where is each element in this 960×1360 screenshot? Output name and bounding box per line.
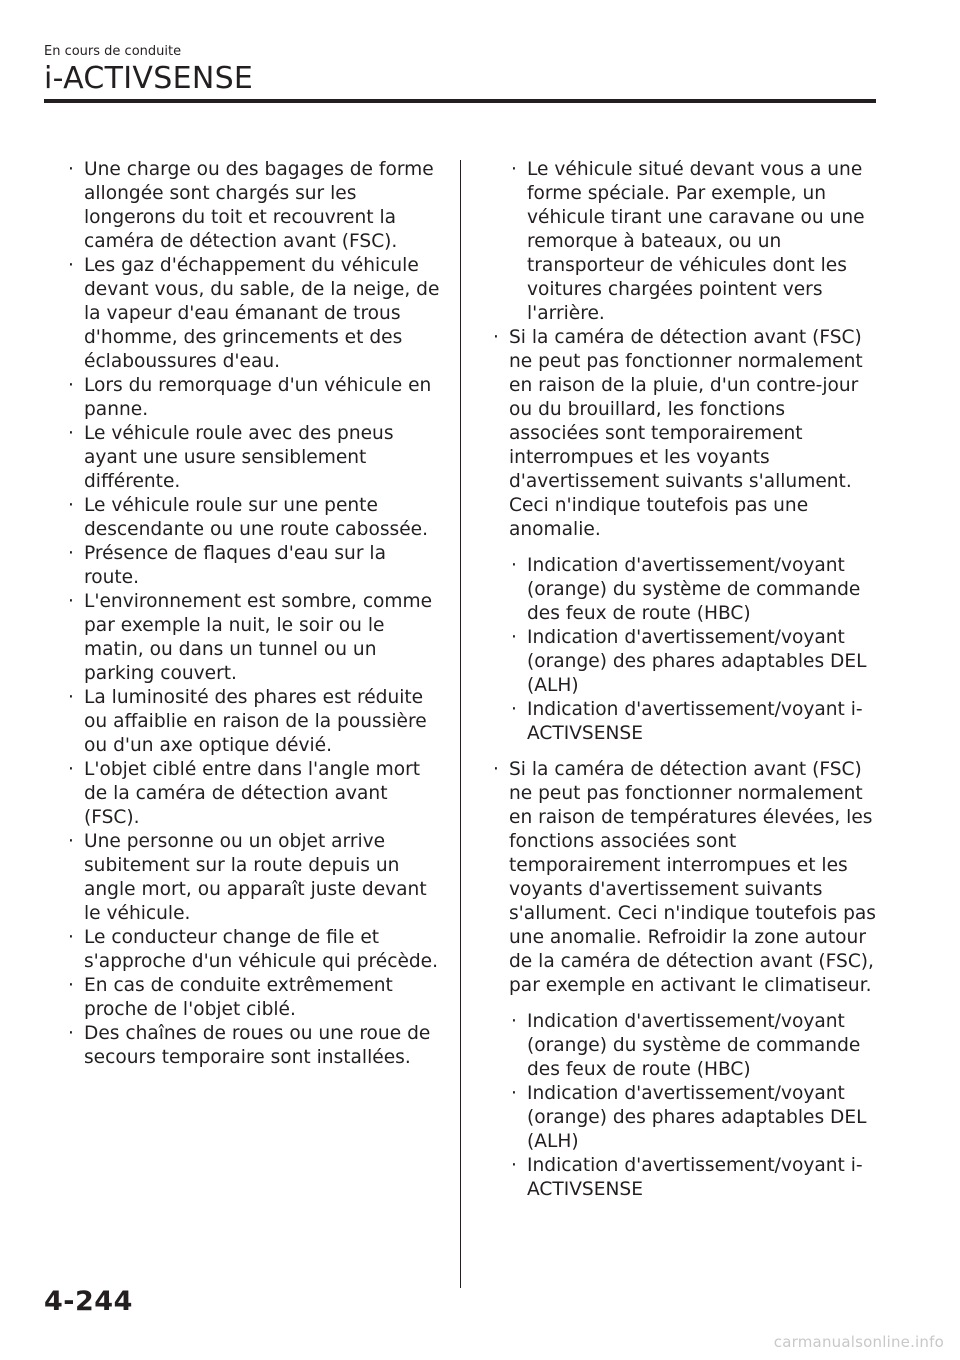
page-header	[44, 44, 876, 96]
list-item: · Une charge ou des bagages de forme allongée sont chargés sur les longerons du toit et recouvrent la caméra de détection avant (FSC).	[66, 158, 446, 254]
list-item: · L'objet ciblé entre dans l'angle mort de la caméra de détection avant (FSC).	[66, 758, 446, 830]
page-number: 4-244	[44, 1286, 133, 1317]
list-item: · Indication d'avertissement/voyant (orange) des phares adaptables DEL (ALH)	[509, 626, 876, 698]
list-item: · Le véhicule roule avec des pneus ayant une usure sensiblement différente.	[66, 422, 446, 494]
right-column	[491, 158, 876, 1214]
header-rule	[44, 99, 876, 103]
warning-sublist	[509, 554, 876, 746]
list-item: · Indication d'avertissement/voyant (orange) du système de commande des feux de route (HBC)	[509, 554, 876, 626]
list-item: · Les gaz d'échappement du véhicule devant vous, du sable, de la neige, de la vapeur d'eau émanant de trous d'homme, des grincements et des éclaboussures d'eau.	[66, 254, 446, 374]
column-divider	[460, 160, 461, 1288]
list-item: · Le véhicule roule sur une pente descendante ou une route cabossée.	[66, 494, 446, 542]
list-item: · Le véhicule situé devant vous a une forme spéciale. Par exemple, un véhicule tirant une caravane ou une remorque à bateaux, ou un transporteur de véhicules dont les voitures chargées pointent vers l'arrière.	[509, 158, 876, 326]
left-column	[66, 158, 446, 1070]
list-item: · Indication d'avertissement/voyant i-ACTIVSENSE	[509, 1154, 876, 1202]
list-item: · Présence de flaques d'eau sur la route.	[66, 542, 446, 590]
section-label: En cours de conduite	[44, 44, 182, 59]
paragraph-text: Si la caméra de détection avant (FSC) ne peut pas fonctionner normalement en raison de températures élevées, les fonctions associées sont temporairement interrompues et les voyants d'avertissement suivants s'allument. Ceci n'indique toutefois pas une anomalie. Refroidir la zone autour de la caméra de détection avant (FSC), par exemple en activant le climatiseur.	[509, 759, 876, 996]
list-item: · La luminosité des phares est réduite ou affaiblie en raison de la poussière ou d'un axe optique dévié.	[66, 686, 446, 758]
list-item: · Indication d'avertissement/voyant (orange) des phares adaptables DEL (ALH)	[509, 1082, 876, 1154]
paragraph-item	[491, 758, 876, 1202]
list-item: · En cas de conduite extrêmement proche de l'objet ciblé.	[66, 974, 446, 1022]
list-item: · Une personne ou un objet arrive subitement sur la route depuis un angle mort, ou apparaît juste devant le véhicule.	[66, 830, 446, 926]
left-bullet-list	[66, 158, 446, 1070]
chapter-title: i-ACTIVSENSE	[44, 61, 254, 96]
list-item: · Indication d'avertissement/voyant (orange) du système de commande des feux de route (HBC)	[509, 1010, 876, 1082]
list-item: · Le conducteur change de file et s'approche d'un véhicule qui précède.	[66, 926, 446, 974]
list-item: · Indication d'avertissement/voyant i-ACTIVSENSE	[509, 698, 876, 746]
paragraph-item	[491, 326, 876, 746]
paragraph-text: Si la caméra de détection avant (FSC) ne peut pas fonctionner normalement en raison de la pluie, d'un contre-jour ou du brouillard, les fonctions associées sont temporairement interrompues et les voyants d'avertissement suivants s'allument. Ceci n'indique toutefois pas une anomalie.	[509, 327, 863, 540]
list-item: · Des chaînes de roues ou une roue de secours temporaire sont installées.	[66, 1022, 446, 1070]
continued-sublist	[509, 158, 876, 326]
watermark: carmanualsonline.info	[773, 1333, 944, 1351]
list-item: · Lors du remorquage d'un véhicule en panne.	[66, 374, 446, 422]
warning-sublist	[509, 1010, 876, 1202]
right-bullet-list	[491, 326, 876, 1202]
list-item: · L'environnement est sombre, comme par exemple la nuit, le soir ou le matin, ou dans un tunnel ou un parking couvert.	[66, 590, 446, 686]
